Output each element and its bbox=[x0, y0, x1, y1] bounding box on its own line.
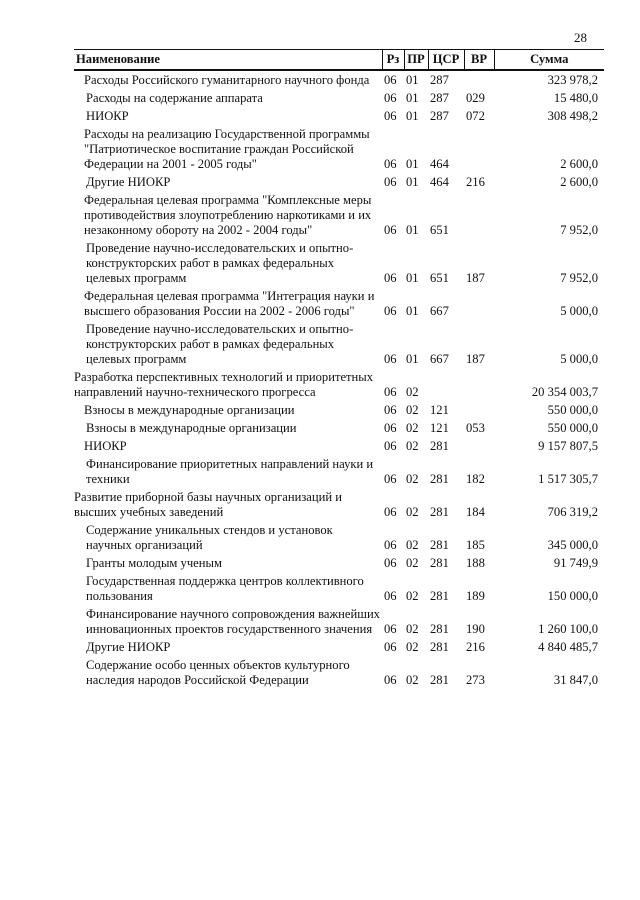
row-rz: 06 bbox=[384, 73, 397, 87]
table-row bbox=[74, 191, 604, 239]
row-rz: 06 bbox=[384, 304, 397, 318]
row-rz: 06 bbox=[384, 556, 397, 570]
row-pr: 02 bbox=[406, 439, 419, 453]
table-row bbox=[74, 89, 604, 107]
table-header-row bbox=[74, 50, 604, 71]
row-csr: 651 bbox=[430, 271, 449, 285]
budget-table bbox=[74, 49, 604, 689]
table-row bbox=[74, 605, 604, 638]
row-name: Содержание уникальных стендов и установок научных организаций bbox=[86, 523, 333, 552]
row-rz: 06 bbox=[384, 505, 397, 519]
row-name: Другие НИОКР bbox=[86, 175, 171, 189]
row-sum: 2 600,0 bbox=[560, 175, 598, 189]
table-row bbox=[74, 572, 604, 605]
table-row bbox=[74, 554, 604, 572]
row-rz: 06 bbox=[384, 223, 397, 237]
row-vr: 185 bbox=[466, 538, 485, 552]
row-sum: 15 480,0 bbox=[553, 91, 598, 105]
row-rz: 06 bbox=[384, 439, 397, 453]
row-sum: 4 840 485,7 bbox=[538, 640, 598, 654]
row-sum: 706 319,2 bbox=[547, 505, 598, 519]
row-csr: 281 bbox=[430, 589, 449, 603]
row-rz: 06 bbox=[384, 175, 397, 189]
row-sum: 7 952,0 bbox=[560, 223, 598, 237]
row-name: Расходы на реализацию Государственной программы "Патриотическое воспитание граждан Российской Федерации на 2001 - 2005 годы" bbox=[84, 127, 370, 171]
row-sum: 9 157 807,5 bbox=[538, 439, 598, 453]
row-csr bbox=[428, 368, 464, 401]
table-row bbox=[74, 125, 604, 173]
row-name: Федеральная целевая программа "Интеграция науки и высшего образования России на 2002 - 2006 годы" bbox=[84, 289, 375, 318]
row-csr: 281 bbox=[430, 640, 449, 654]
row-rz: 06 bbox=[384, 472, 397, 486]
row-pr: 02 bbox=[406, 385, 419, 399]
header-name: Наименование bbox=[74, 50, 382, 71]
row-rz: 06 bbox=[384, 403, 397, 417]
table-row bbox=[74, 320, 604, 368]
table-row bbox=[74, 488, 604, 521]
row-pr: 02 bbox=[406, 472, 419, 486]
row-name: НИОКР bbox=[84, 439, 127, 453]
table-row bbox=[74, 638, 604, 656]
row-name: Другие НИОКР bbox=[86, 640, 171, 654]
table-row bbox=[74, 401, 604, 419]
row-vr bbox=[464, 287, 494, 320]
row-rz: 06 bbox=[384, 109, 397, 123]
table-row bbox=[74, 239, 604, 287]
row-rz: 06 bbox=[384, 352, 397, 366]
row-csr: 464 bbox=[430, 157, 449, 171]
row-rz: 06 bbox=[384, 589, 397, 603]
row-pr: 01 bbox=[406, 73, 419, 87]
table-row bbox=[74, 455, 604, 488]
row-sum: 150 000,0 bbox=[547, 589, 598, 603]
row-vr bbox=[464, 437, 494, 455]
row-sum: 1 260 100,0 bbox=[538, 622, 598, 636]
row-vr: 072 bbox=[466, 109, 485, 123]
row-vr bbox=[464, 368, 494, 401]
row-csr: 287 bbox=[430, 73, 449, 87]
row-pr: 02 bbox=[406, 589, 419, 603]
row-csr: 281 bbox=[430, 538, 449, 552]
table-row bbox=[74, 287, 604, 320]
row-sum: 5 000,0 bbox=[560, 352, 598, 366]
row-pr: 01 bbox=[406, 175, 419, 189]
row-name: Федеральная целевая программа "Комплексные меры противодействия злоупотреблению наркотиками и их незаконному обороту на 2002 - 2004 годы" bbox=[84, 193, 372, 237]
row-name: Финансирование приоритетных направлений науки и техники bbox=[86, 457, 374, 486]
row-csr: 281 bbox=[430, 439, 449, 453]
row-name: Развитие приборной базы научных организаций и высших учебных заведений bbox=[74, 490, 342, 519]
row-csr: 667 bbox=[430, 352, 449, 366]
row-pr: 01 bbox=[406, 352, 419, 366]
row-csr: 281 bbox=[430, 673, 449, 687]
row-csr: 287 bbox=[430, 109, 449, 123]
table-row bbox=[74, 173, 604, 191]
row-rz: 06 bbox=[384, 385, 397, 399]
table-row bbox=[74, 107, 604, 125]
row-sum: 1 517 305,7 bbox=[538, 472, 598, 486]
row-sum: 2 600,0 bbox=[560, 157, 598, 171]
row-csr: 121 bbox=[430, 403, 449, 417]
table-row bbox=[74, 419, 604, 437]
row-vr: 188 bbox=[466, 556, 485, 570]
table-row bbox=[74, 521, 604, 554]
row-pr: 02 bbox=[406, 421, 419, 435]
row-sum: 308 498,2 bbox=[547, 109, 598, 123]
row-vr: 187 bbox=[466, 271, 485, 285]
table-row bbox=[74, 70, 604, 89]
row-csr: 667 bbox=[430, 304, 449, 318]
header-vr: ВР bbox=[464, 50, 494, 71]
row-name: Взносы в международные организации bbox=[84, 403, 295, 417]
row-vr bbox=[464, 401, 494, 419]
row-pr: 02 bbox=[406, 538, 419, 552]
row-vr: 187 bbox=[466, 352, 485, 366]
row-vr: 216 bbox=[466, 175, 485, 189]
row-pr: 01 bbox=[406, 304, 419, 318]
row-csr: 281 bbox=[430, 556, 449, 570]
row-name: НИОКР bbox=[86, 109, 129, 123]
row-vr: 216 bbox=[466, 640, 485, 654]
row-name: Расходы Российского гуманитарного научного фонда bbox=[84, 73, 370, 87]
row-vr: 273 bbox=[466, 673, 485, 687]
row-vr: 053 bbox=[466, 421, 485, 435]
row-sum: 323 978,2 bbox=[547, 73, 598, 87]
row-name: Государственная поддержка центров коллективного пользования bbox=[86, 574, 364, 603]
row-name: Проведение научно-исследовательских и опытно-конструкторских работ в рамках федеральных целевых программ bbox=[86, 322, 354, 366]
row-csr: 651 bbox=[430, 223, 449, 237]
row-name: Гранты молодым ученым bbox=[86, 556, 222, 570]
row-pr: 01 bbox=[406, 91, 419, 105]
row-name: Финансирование научного сопровождения важнейших инновационных проектов государственного значения bbox=[86, 607, 380, 636]
header-rz: Рз bbox=[382, 50, 404, 71]
row-vr: 182 bbox=[466, 472, 485, 486]
row-rz: 06 bbox=[384, 271, 397, 285]
page-number: 28 bbox=[574, 30, 587, 45]
row-rz: 06 bbox=[384, 622, 397, 636]
table-row bbox=[74, 437, 604, 455]
row-name: Разработка перспективных технологий и приоритетных направлений научно-технического прогресса bbox=[74, 370, 374, 399]
row-name: Содержание особо ценных объектов культурного наследия народов Российской Федерации bbox=[86, 658, 350, 687]
table-row bbox=[74, 656, 604, 689]
row-csr: 121 bbox=[430, 421, 449, 435]
row-pr: 02 bbox=[406, 505, 419, 519]
row-rz: 06 bbox=[384, 640, 397, 654]
row-name: Взносы в международные организации bbox=[86, 421, 297, 435]
row-pr: 01 bbox=[406, 109, 419, 123]
row-rz: 06 bbox=[384, 91, 397, 105]
row-vr bbox=[464, 191, 494, 239]
row-vr: 029 bbox=[466, 91, 485, 105]
row-csr: 281 bbox=[430, 472, 449, 486]
header-csr: ЦСР bbox=[428, 50, 464, 71]
row-pr: 01 bbox=[406, 271, 419, 285]
row-sum: 91 749,9 bbox=[553, 556, 598, 570]
header-sum: Сумма bbox=[494, 50, 604, 71]
row-rz: 06 bbox=[384, 421, 397, 435]
row-sum: 7 952,0 bbox=[560, 271, 598, 285]
row-pr: 02 bbox=[406, 622, 419, 636]
row-sum: 20 354 003,7 bbox=[531, 385, 598, 399]
row-csr: 464 bbox=[430, 175, 449, 189]
row-pr: 01 bbox=[406, 157, 419, 171]
row-vr: 184 bbox=[466, 505, 485, 519]
row-vr: 190 bbox=[466, 622, 485, 636]
row-sum: 550 000,0 bbox=[547, 403, 598, 417]
row-vr bbox=[464, 70, 494, 89]
row-pr: 02 bbox=[406, 556, 419, 570]
row-csr: 287 bbox=[430, 91, 449, 105]
row-sum: 345 000,0 bbox=[547, 538, 598, 552]
row-name: Расходы на содержание аппарата bbox=[86, 91, 263, 105]
row-rz: 06 bbox=[384, 538, 397, 552]
row-vr bbox=[464, 125, 494, 173]
row-rz: 06 bbox=[384, 673, 397, 687]
row-sum: 31 847,0 bbox=[553, 673, 598, 687]
row-pr: 01 bbox=[406, 223, 419, 237]
row-sum: 5 000,0 bbox=[560, 304, 598, 318]
row-csr: 281 bbox=[430, 505, 449, 519]
row-pr: 02 bbox=[406, 640, 419, 654]
header-pr: ПР bbox=[404, 50, 428, 71]
row-sum: 550 000,0 bbox=[547, 421, 598, 435]
row-rz: 06 bbox=[384, 157, 397, 171]
row-pr: 02 bbox=[406, 673, 419, 687]
row-csr: 281 bbox=[430, 622, 449, 636]
row-name: Проведение научно-исследовательских и опытно-конструкторских работ в рамках федеральных целевых программ bbox=[86, 241, 354, 285]
row-pr: 02 bbox=[406, 403, 419, 417]
table-row bbox=[74, 368, 604, 401]
row-vr: 189 bbox=[466, 589, 485, 603]
